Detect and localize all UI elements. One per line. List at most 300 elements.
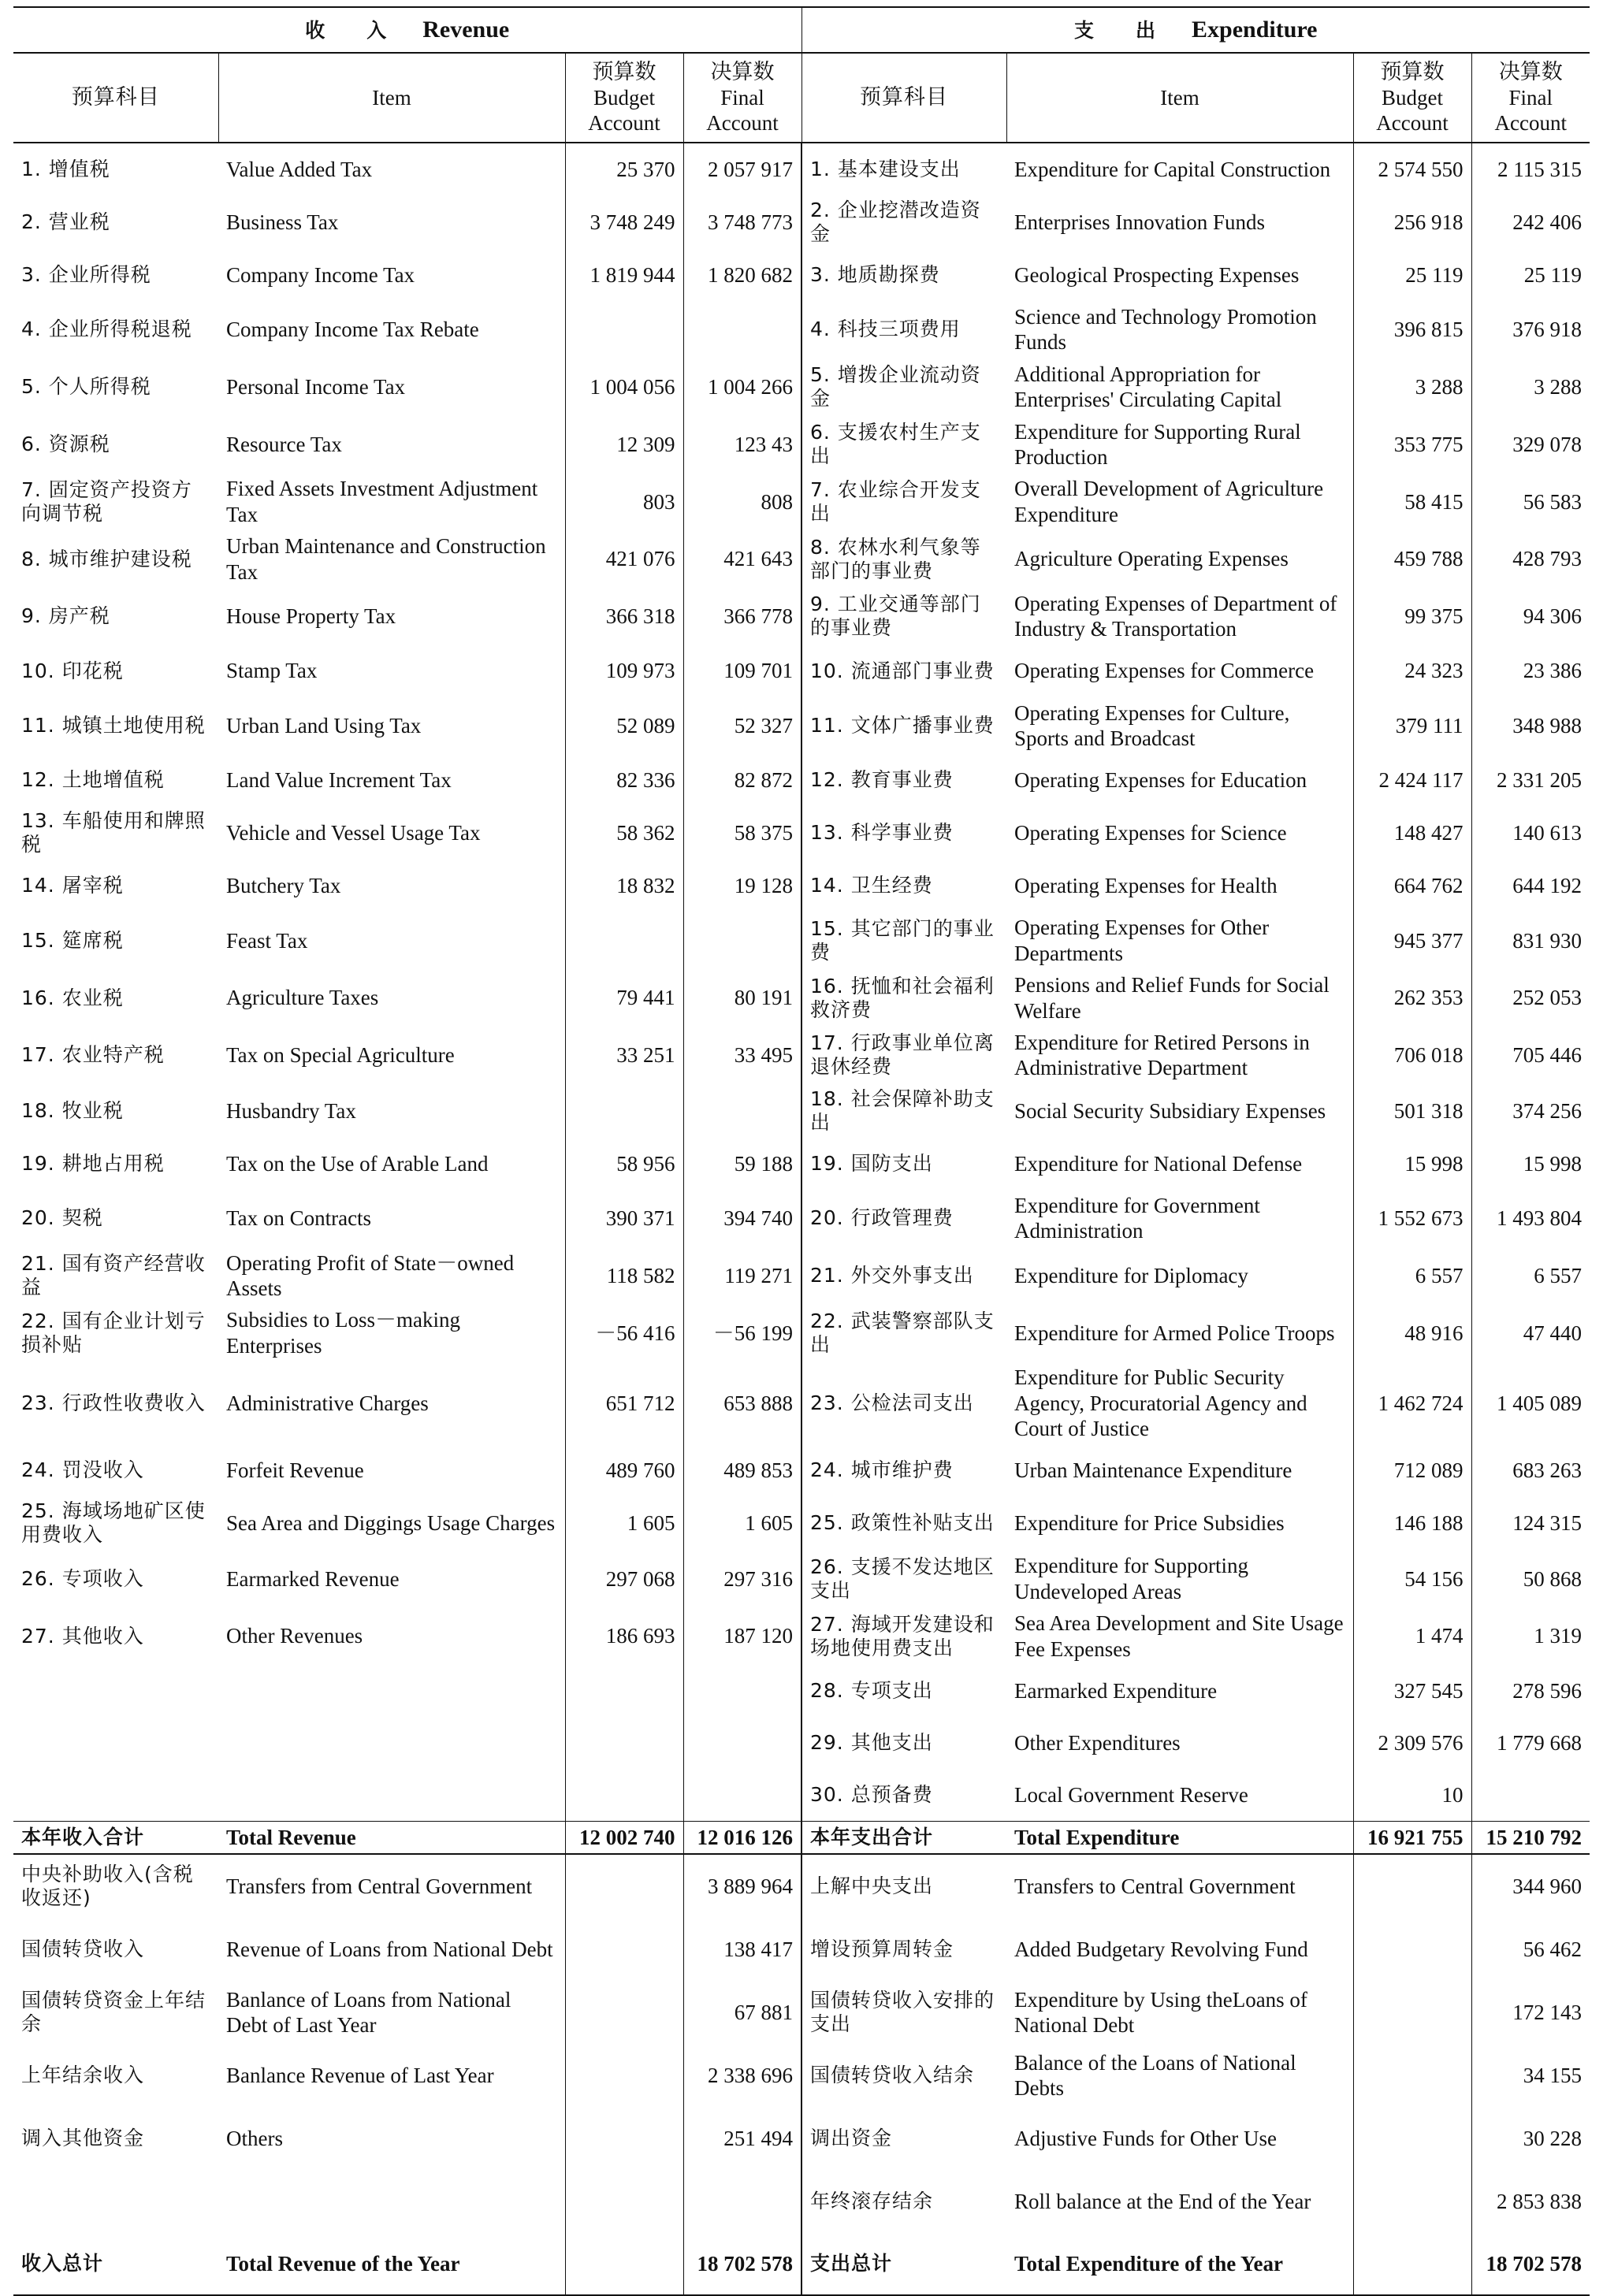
expenditure-subject: 1. 基本建设支出 <box>802 143 1006 195</box>
revenue-item: Other Revenues <box>226 1624 363 1648</box>
revenue-subject: 国债转贷收入 <box>21 1937 145 1961</box>
revenue-budget: 489 760 <box>565 1444 683 1496</box>
grand-revenue-budget <box>565 2233 683 2295</box>
revenue-final <box>683 301 802 359</box>
expenditure-budget: 459 788 <box>1353 530 1471 588</box>
revenue-budget: 803 <box>565 473 683 530</box>
expenditure-final: 428 793 <box>1471 530 1590 588</box>
revenue-budget: 651 712 <box>565 1362 683 1444</box>
revenue-subject: 2. 营业税 <box>21 210 110 233</box>
expenditure-subject: 年终滚存结余 <box>802 2170 1006 2233</box>
revenue-item: Forfeit Revenue <box>226 1458 364 1483</box>
revenue-subject: 26. 专项收入 <box>21 1566 144 1590</box>
expenditure-subject: 8. 农林水利气象等部门的事业费 <box>802 530 1006 588</box>
expenditure-subject: 5. 增拨企业流动资金 <box>802 359 1006 416</box>
revenue-final: 366 778 <box>683 588 802 645</box>
expenditure-section-title <box>802 7 1590 53</box>
revenue-item: Resource Tax <box>226 432 342 456</box>
table-row <box>13 1362 1590 1444</box>
table-row <box>13 359 1590 416</box>
table-row <box>13 1027 1590 1084</box>
revenue-final <box>683 1665 802 1717</box>
expenditure-subject: 增设预算周转金 <box>802 1918 1006 1981</box>
revenue-budget: 12 309 <box>565 416 683 474</box>
revenue-subject: 11. 城镇土地使用税 <box>21 714 206 737</box>
table-row <box>13 1918 1590 1981</box>
revenue-subject: 17. 农业特产税 <box>21 1043 165 1067</box>
revenue-subject: 调入其他资金 <box>21 2127 145 2150</box>
revenue-budget <box>565 1854 683 1918</box>
table-row <box>13 806 1590 860</box>
expenditure-item: Other Expenditures <box>1014 1730 1181 1755</box>
revenue-budget <box>565 2107 683 2170</box>
revenue-final <box>683 1769 802 1822</box>
expenditure-final: 94 306 <box>1471 588 1590 645</box>
expenditure-budget: 6 557 <box>1353 1247 1471 1305</box>
expenditure-col-subject: 预算科目 <box>802 53 1006 143</box>
table-row <box>13 2044 1590 2107</box>
revenue-final: 3 889 964 <box>683 1854 802 1918</box>
expenditure-final: 172 143 <box>1471 1981 1590 2044</box>
expenditure-budget: 10 <box>1353 1769 1471 1822</box>
expenditure-final: 50 868 <box>1471 1550 1590 1607</box>
table-row <box>13 143 1590 195</box>
revenue-item: Tax on Special Agriculture <box>226 1043 455 1068</box>
expenditure-final: 15 998 <box>1471 1138 1590 1190</box>
expenditure-budget: 54 156 <box>1353 1550 1471 1607</box>
total-revenue-budget: 12 002 740 <box>565 1821 683 1854</box>
line-items <box>13 143 1590 1821</box>
expenditure-final: 47 440 <box>1471 1304 1590 1362</box>
expenditure-final: 34 155 <box>1471 2044 1590 2107</box>
expenditure-col-item: Item <box>1006 53 1353 143</box>
revenue-final: 59 188 <box>683 1138 802 1190</box>
revenue-item: Operating Profit of State－owned Assets <box>226 1250 515 1300</box>
revenue-subject: 14. 屠宰税 <box>21 874 124 897</box>
expenditure-budget: 1 462 724 <box>1353 1362 1471 1444</box>
revenue-subject: 15. 筵席税 <box>21 928 124 952</box>
expenditure-item: Balance of the Loans of National Debts <box>1014 2050 1296 2101</box>
expenditure-item: Operating Expenses for Science <box>1014 821 1287 845</box>
table-row <box>13 1496 1590 1550</box>
revenue-budget: 1 605 <box>565 1496 683 1550</box>
expenditure-final: 329 078 <box>1471 416 1590 474</box>
expenditure-budget: 327 545 <box>1353 1665 1471 1717</box>
revenue-item: Administrative Charges <box>226 1391 429 1415</box>
revenue-final: 109 701 <box>683 645 802 697</box>
expenditure-final: 278 596 <box>1471 1665 1590 1717</box>
total-revenue-final: 12 016 126 <box>683 1821 802 1854</box>
expenditure-subject: 上解中央支出 <box>802 1854 1006 1918</box>
table-row <box>13 969 1590 1027</box>
expenditure-subject: 18. 社会保障补助支出 <box>802 1084 1006 1138</box>
revenue-final <box>683 2170 802 2233</box>
revenue-item: Agriculture Taxes <box>226 986 379 1010</box>
revenue-final: －56 199 <box>683 1304 802 1362</box>
table-row <box>13 1607 1590 1665</box>
revenue-final: 394 740 <box>683 1190 802 1247</box>
expenditure-subject: 19. 国防支出 <box>802 1138 1006 1190</box>
expenditure-final: 252 053 <box>1471 969 1590 1027</box>
revenue-budget: 297 068 <box>565 1550 683 1607</box>
table-row <box>13 1665 1590 1717</box>
table-row <box>13 588 1590 645</box>
table-row <box>13 860 1590 912</box>
expenditure-subject: 28. 专项支出 <box>802 1665 1006 1717</box>
revenue-budget: 390 371 <box>565 1190 683 1247</box>
revenue-subject: 22. 国有企业计划亏损补贴 <box>21 1309 206 1356</box>
revenue-section-title <box>13 7 802 53</box>
expenditure-item: Urban Maintenance Expenditure <box>1014 1458 1292 1483</box>
expenditure-item: Added Budgetary Revolving Fund <box>1014 1937 1308 1962</box>
revenue-final: 19 128 <box>683 860 802 912</box>
revenue-budget: 118 582 <box>565 1247 683 1305</box>
expenditure-item: Expenditure for Supporting Rural Production <box>1014 419 1301 469</box>
revenue-budget <box>565 1918 683 1981</box>
expenditure-final: 644 192 <box>1471 860 1590 912</box>
revenue-col-item: Item <box>218 53 565 143</box>
expenditure-budget: 1 474 <box>1353 1607 1471 1665</box>
expenditure-item: Enterprises Innovation Funds <box>1014 210 1265 234</box>
table-row <box>13 645 1590 697</box>
expenditure-final: 705 446 <box>1471 1027 1590 1084</box>
revenue-item: Banlance of Loans from National Debt of Last Year <box>226 1987 511 2038</box>
expenditure-budget: 379 111 <box>1353 697 1471 755</box>
expenditure-subject: 30. 总预备费 <box>802 1769 1006 1822</box>
expenditure-final: 831 930 <box>1471 912 1590 969</box>
expenditure-budget: 2 424 117 <box>1353 754 1471 806</box>
grand-total-row <box>13 2233 1590 2295</box>
revenue-final: 187 120 <box>683 1607 802 1665</box>
revenue-subject: 4. 企业所得税退税 <box>21 318 192 341</box>
revenue-budget <box>565 2170 683 2233</box>
expenditure-subject: 27. 海域开发建设和场地使用费支出 <box>802 1607 1006 1665</box>
expenditure-budget: 2 309 576 <box>1353 1717 1471 1769</box>
expenditure-budget: 25 119 <box>1353 249 1471 301</box>
revenue-final: 138 417 <box>683 1918 802 1981</box>
revenue-budget: 1 819 944 <box>565 249 683 301</box>
expenditure-budget: 353 775 <box>1353 416 1471 474</box>
expenditure-final: 348 988 <box>1471 697 1590 755</box>
revenue-final: 123 43 <box>683 416 802 474</box>
expenditure-budget <box>1353 1918 1471 1981</box>
expenditure-subject: 20. 行政管理费 <box>802 1190 1006 1247</box>
expenditure-budget: 945 377 <box>1353 912 1471 969</box>
table-row <box>13 249 1590 301</box>
revenue-subject: 上年结余收入 <box>21 2064 145 2087</box>
table-row <box>13 2170 1590 2233</box>
revenue-budget: 186 693 <box>565 1607 683 1665</box>
table-row <box>13 530 1590 588</box>
expenditure-item: Science and Technology Promotion Funds <box>1014 305 1317 355</box>
expenditure-budget <box>1353 2107 1471 2170</box>
revenue-subject: 中央补助收入(含税收返还) <box>21 1863 194 1910</box>
expenditure-item: Operating Expenses for Other Departments <box>1014 916 1270 965</box>
revenue-final: 33 495 <box>683 1027 802 1084</box>
total-expenditure-budget: 16 921 755 <box>1353 1821 1471 1854</box>
expenditure-budget: 99 375 <box>1353 588 1471 645</box>
revenue-final: 1 004 266 <box>683 359 802 416</box>
expenditure-subject: 26. 支援不发达地区支出 <box>802 1550 1006 1607</box>
revenue-col-subject: 预算科目 <box>13 53 218 143</box>
revenue-col-final: 决算数 Final Account <box>683 53 802 143</box>
revenue-final <box>683 912 802 969</box>
expenditure-subject: 国债转贷收入结余 <box>802 2044 1006 2107</box>
revenue-item: Urban Land Using Tax <box>226 713 422 737</box>
expenditure-item: Geological Prospecting Expenses <box>1014 262 1300 287</box>
expenditure-subject: 3. 地质勘探费 <box>802 249 1006 301</box>
revenue-final: 67 881 <box>683 1981 802 2044</box>
expenditure-item: Operating Expenses for Health <box>1014 874 1278 898</box>
table-row <box>13 754 1590 806</box>
expenditure-budget: 146 188 <box>1353 1496 1471 1550</box>
expenditure-budget: 24 323 <box>1353 645 1471 697</box>
revenue-budget: 33 251 <box>565 1027 683 1084</box>
revenue-subject: 13. 车船使用和牌照税 <box>21 809 206 856</box>
totals <box>13 1821 1590 1854</box>
revenue-item: Tax on Contracts <box>226 1206 372 1230</box>
expenditure-item: Operating Expenses for Culture, Sports and Broadcast <box>1014 700 1290 751</box>
expenditure-subject: 24. 城市维护费 <box>802 1444 1006 1496</box>
grand-expenditure-zh: 支出总计 <box>802 2233 1006 2295</box>
revenue-title-en: Revenue <box>422 17 510 43</box>
revenue-subject <box>13 1665 218 1717</box>
revenue-final: 3 748 773 <box>683 195 802 249</box>
expenditure-subject: 13. 科学事业费 <box>802 806 1006 860</box>
revenue-final: 2 057 917 <box>683 143 802 195</box>
revenue-budget: 52 089 <box>565 697 683 755</box>
section-header-row <box>13 7 1590 53</box>
expenditure-item: Expenditure for Retired Persons in Administrative Department <box>1014 1031 1310 1080</box>
expenditure-item: Pensions and Relief Funds for Social Welfare <box>1014 973 1330 1023</box>
grand-expenditure-budget <box>1353 2233 1471 2295</box>
expenditure-final: 23 386 <box>1471 645 1590 697</box>
revenue-budget <box>565 1769 683 1822</box>
expenditure-item: Expenditure for Public Security Agency, Procuratorial Agency and Court of Justice <box>1014 1365 1307 1440</box>
revenue-item: Butchery Tax <box>226 874 341 898</box>
revenue-item: Company Income Tax <box>226 262 415 287</box>
revenue-item: Fixed Assets Investment Adjustment Tax <box>226 477 538 526</box>
revenue-item: Sea Area and Diggings Usage Charges <box>226 1511 556 1536</box>
total-expenditure-zh: 本年支出合计 <box>802 1821 1006 1854</box>
expenditure-subject: 6. 支援农村生产支出 <box>802 416 1006 474</box>
expenditure-item: Operating Expenses for Commerce <box>1014 659 1315 683</box>
expenditure-item: Additional Appropriation for Enterprises' Circulating Capital <box>1014 362 1282 412</box>
revenue-subject: 20. 契税 <box>21 1206 103 1230</box>
expenditure-final: 1 319 <box>1471 1607 1590 1665</box>
revenue-item <box>218 1769 565 1822</box>
expenditure-budget <box>1353 1981 1471 2044</box>
revenue-final: 119 271 <box>683 1247 802 1305</box>
expenditure-budget: 15 998 <box>1353 1138 1471 1190</box>
expenditure-subject: 22. 武装警察部队支出 <box>802 1304 1006 1362</box>
table-row <box>13 1084 1590 1138</box>
expenditure-final: 374 256 <box>1471 1084 1590 1138</box>
revenue-item <box>218 1717 565 1769</box>
revenue-title-zh: 收 入 <box>305 19 388 42</box>
expenditure-subject: 14. 卫生经费 <box>802 860 1006 912</box>
expenditure-subject: 21. 外交外事支出 <box>802 1247 1006 1305</box>
revenue-budget <box>565 301 683 359</box>
expenditure-budget: 706 018 <box>1353 1027 1471 1084</box>
revenue-item: Subsidies to Loss－making Enterprises <box>226 1308 461 1358</box>
revenue-col-budget: 预算数 Budget Account <box>565 53 683 143</box>
total-expenditure-en: Total Expenditure <box>1006 1821 1353 1854</box>
revenue-final: 251 494 <box>683 2107 802 2170</box>
table-row <box>13 1304 1590 1362</box>
expenditure-subject: 调出资金 <box>802 2107 1006 2170</box>
revenue-item: Others <box>226 2127 283 2151</box>
expenditure-item: Operating Expenses of Department of Industry & Transportation <box>1014 591 1337 641</box>
revenue-subject <box>13 2170 218 2233</box>
revenue-subject: 9. 房产税 <box>21 604 110 628</box>
expenditure-subject: 15. 其它部门的事业费 <box>802 912 1006 969</box>
column-header-row <box>13 53 1590 143</box>
table-row <box>13 1854 1590 1918</box>
revenue-item: Value Added Tax <box>226 157 373 181</box>
total-revenue-zh: 本年收入合计 <box>13 1821 218 1854</box>
revenue-subject: 3. 企业所得税 <box>21 263 151 286</box>
revenue-final: 421 643 <box>683 530 802 588</box>
revenue-final: 2 338 696 <box>683 2044 802 2107</box>
expenditure-budget <box>1353 1854 1471 1918</box>
grand-expenditure-en: Total Expenditure of the Year <box>1006 2233 1353 2295</box>
expenditure-item: Adjustive Funds for Other Use <box>1014 2127 1277 2151</box>
revenue-budget: 18 832 <box>565 860 683 912</box>
expenditure-final: 344 960 <box>1471 1854 1590 1918</box>
expenditure-subject: 25. 政策性补贴支出 <box>802 1496 1006 1550</box>
expenditure-subject: 10. 流通部门事业费 <box>802 645 1006 697</box>
expenditure-subject: 9. 工业交通等部门的事业费 <box>802 588 1006 645</box>
expenditure-final: 242 406 <box>1471 195 1590 249</box>
expenditure-col-budget: 预算数 Budget Account <box>1353 53 1471 143</box>
revenue-final: 82 872 <box>683 754 802 806</box>
grand-totals <box>13 2233 1590 2295</box>
expenditure-col-final: 决算数 Final Account <box>1471 53 1590 143</box>
revenue-budget: 1 004 056 <box>565 359 683 416</box>
expenditure-item: Expenditure by Using theLoans of National Debt <box>1014 1987 1307 2038</box>
revenue-item: Earmarked Revenue <box>226 1566 400 1591</box>
expenditure-item: Sea Area Development and Site Usage Fee Expenses <box>1014 1611 1344 1661</box>
revenue-budget: 58 956 <box>565 1138 683 1190</box>
grand-expenditure-final: 18 702 578 <box>1471 2233 1590 2295</box>
expenditure-item: Expenditure for Government Administration <box>1014 1193 1260 1243</box>
expenditure-item: Expenditure for Supporting Undeveloped Areas <box>1014 1554 1248 1603</box>
expenditure-subject: 2. 企业挖潜改造资金 <box>802 195 1006 249</box>
revenue-item: Transfers from Central Government <box>226 1874 533 1899</box>
table-row <box>13 1550 1590 1607</box>
table-row <box>13 301 1590 359</box>
expenditure-item: Operating Expenses for Education <box>1014 768 1307 793</box>
expenditure-item: Expenditure for National Defense <box>1014 1151 1303 1176</box>
table-row <box>13 1717 1590 1769</box>
revenue-final: 297 316 <box>683 1550 802 1607</box>
revenue-item: Land Value Increment Tax <box>226 768 452 793</box>
revenue-budget: 366 318 <box>565 588 683 645</box>
revenue-final: 80 191 <box>683 969 802 1027</box>
expenditure-subject: 17. 行政事业单位离退休经费 <box>802 1027 1006 1084</box>
expenditure-item: Earmarked Expenditure <box>1014 1678 1218 1703</box>
expenditure-final: 2 853 838 <box>1471 2170 1590 2233</box>
revenue-final: 653 888 <box>683 1362 802 1444</box>
revenue-subject: 19. 耕地占用税 <box>21 1151 165 1175</box>
expenditure-budget: 1 552 673 <box>1353 1190 1471 1247</box>
table-row <box>13 473 1590 530</box>
revenue-subject: 7. 固定资产投资方向调节税 <box>21 477 192 525</box>
revenue-budget: 25 370 <box>565 143 683 195</box>
revenue-item: Tax on the Use of Arable Land <box>226 1151 489 1176</box>
revenue-budget <box>565 912 683 969</box>
total-expenditure-final: 15 210 792 <box>1471 1821 1590 1854</box>
revenue-item: Banlance Revenue of Last Year <box>226 2064 494 2088</box>
expenditure-item: Transfers to Central Government <box>1014 1874 1296 1899</box>
revenue-subject: 23. 行政性收费收入 <box>21 1391 206 1414</box>
revenue-budget: 421 076 <box>565 530 683 588</box>
revenue-final: 808 <box>683 473 802 530</box>
table-row <box>13 1138 1590 1190</box>
table-row <box>13 697 1590 755</box>
revenue-budget <box>565 1717 683 1769</box>
expenditure-subject: 7. 农业综合开发支出 <box>802 473 1006 530</box>
revenue-budget <box>565 1665 683 1717</box>
expenditure-final: 3 288 <box>1471 359 1590 416</box>
expenditure-item: Expenditure for Capital Construction <box>1014 157 1331 181</box>
revenue-budget: 58 362 <box>565 806 683 860</box>
expenditure-budget: 396 815 <box>1353 301 1471 359</box>
expenditure-final: 1 779 668 <box>1471 1717 1590 1769</box>
revenue-subject: 6. 资源税 <box>21 432 110 455</box>
revenue-item: Personal Income Tax <box>226 374 406 399</box>
expenditure-item: Overall Development of Agriculture Expenditure <box>1014 477 1324 526</box>
table-row <box>13 195 1590 249</box>
revenue-final: 1 820 682 <box>683 249 802 301</box>
expenditure-final: 25 119 <box>1471 249 1590 301</box>
revenue-item: Company Income Tax Rebate <box>226 318 479 342</box>
expenditure-item: Local Government Reserve <box>1014 1782 1248 1807</box>
expenditure-subject: 4. 科技三项费用 <box>802 301 1006 359</box>
revenue-item: Business Tax <box>226 210 339 234</box>
revenue-subject: 16. 农业税 <box>21 986 124 1009</box>
grand-revenue-zh: 收入总计 <box>13 2233 218 2295</box>
total-row <box>13 1821 1590 1854</box>
expenditure-budget: 664 762 <box>1353 860 1471 912</box>
revenue-item: Husbandry Tax <box>226 1098 356 1123</box>
revenue-item: Vehicle and Vessel Usage Tax <box>226 821 481 845</box>
expenditure-final: 683 263 <box>1471 1444 1590 1496</box>
expenditure-subject: 11. 文体广播事业费 <box>802 697 1006 755</box>
revenue-budget <box>565 1981 683 2044</box>
revenue-subject: 21. 国有资产经营收益 <box>21 1251 206 1298</box>
expenditure-final: 6 557 <box>1471 1247 1590 1305</box>
revenue-subject <box>13 1717 218 1769</box>
expenditure-item: Social Security Subsidiary Expenses <box>1014 1098 1326 1123</box>
revenue-subject: 国债转贷资金上年结余 <box>21 1989 206 2036</box>
expenditure-budget: 501 318 <box>1353 1084 1471 1138</box>
revenue-final: 58 375 <box>683 806 802 860</box>
expenditure-budget: 48 916 <box>1353 1304 1471 1362</box>
revenue-subject: 12. 土地增值税 <box>21 768 165 792</box>
budget-document <box>13 0 1590 2296</box>
table-row <box>13 1981 1590 2044</box>
expenditure-title-zh: 支 出 <box>1074 19 1157 42</box>
budget-table <box>13 6 1590 2296</box>
expenditure-final: 56 462 <box>1471 1918 1590 1981</box>
table-row <box>13 912 1590 969</box>
revenue-item: Urban Maintenance and Construction Tax <box>226 534 546 584</box>
revenue-item: House Property Tax <box>226 604 396 629</box>
transfer-items <box>13 1854 1590 2233</box>
expenditure-item: Roll balance at the End of the Year <box>1014 2190 1311 2214</box>
